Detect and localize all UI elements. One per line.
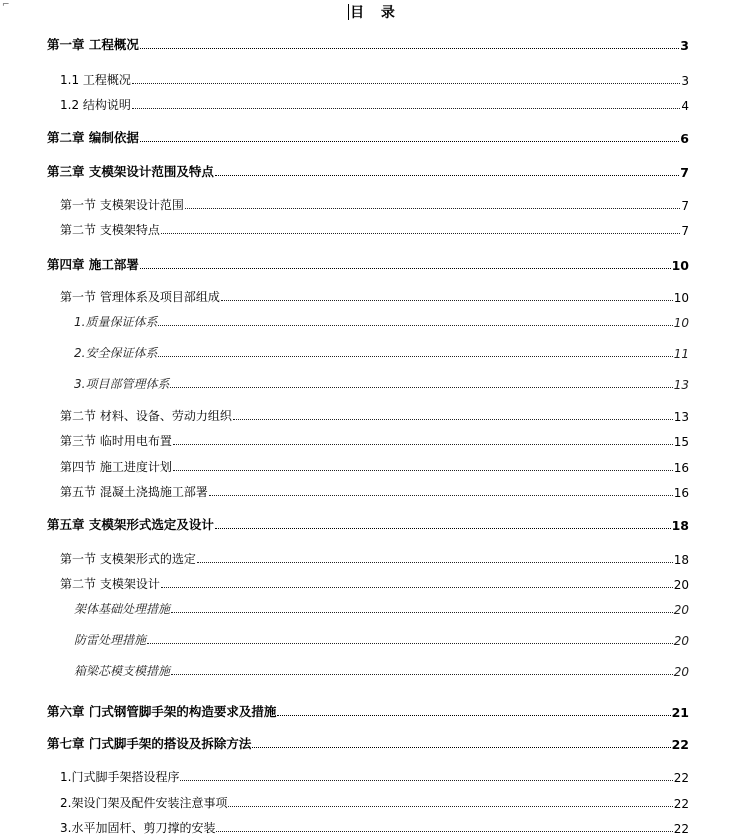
toc-entry[interactable]	[60, 793, 689, 811]
toc-entry-title: 第一节 支模架形式的选定	[60, 552, 196, 566]
toc-entry-page-number: 21	[671, 705, 689, 720]
dot-leader	[180, 780, 672, 781]
toc-entry-page-number: 20	[673, 665, 689, 679]
toc-entry-page-number: 3	[681, 74, 689, 88]
toc-entry-page-number: 6	[680, 131, 689, 146]
toc-entry[interactable]	[47, 702, 689, 720]
toc-entry[interactable]	[74, 343, 689, 361]
toc-entry[interactable]	[60, 818, 689, 836]
dot-leader	[170, 387, 672, 388]
dot-leader	[277, 715, 670, 716]
dot-leader	[173, 470, 673, 471]
toc-entry-title: 第三节 临时用电布置	[60, 434, 172, 448]
dot-leader	[161, 587, 673, 588]
dot-leader	[158, 325, 672, 326]
toc-entry[interactable]	[60, 457, 689, 475]
toc-entry-title: 第二章 编制依据	[47, 130, 139, 145]
toc-entry-title: 第一节 管理体系及项目部组成	[60, 290, 220, 304]
dot-leader	[233, 419, 673, 420]
dot-leader	[132, 108, 680, 109]
toc-entry[interactable]	[60, 95, 689, 113]
dot-leader	[215, 175, 679, 176]
toc-entry-page-number: 22	[673, 771, 689, 785]
dot-leader	[158, 356, 672, 357]
toc-entry-title: 第四节 施工进度计划	[60, 460, 172, 474]
toc-entry-title: 第二节 支模架特点	[60, 223, 160, 237]
toc-entry[interactable]	[47, 162, 689, 180]
toc-entry[interactable]	[74, 599, 689, 617]
toc-entry-page-number: 4	[681, 99, 689, 113]
dot-leader	[252, 747, 670, 748]
toc-entry-page-number: 16	[673, 461, 689, 475]
toc-entry-title: 第五章 支模架形式选定及设计	[47, 517, 214, 532]
toc-entry-page-number: 15	[673, 435, 689, 449]
toc-entry-page-number: 10	[673, 291, 689, 305]
toc-entry-title: 1.门式脚手架搭设程序	[60, 770, 180, 784]
toc-entry[interactable]	[47, 128, 689, 146]
dot-leader	[197, 562, 673, 563]
toc-entry[interactable]	[60, 195, 689, 213]
dot-leader	[140, 268, 671, 269]
toc-entry-title: 2.架设门架及配件安装注意事项	[60, 796, 228, 810]
toc-entry-title: 3.项目部管理体系	[74, 377, 170, 391]
dot-leader	[185, 208, 681, 209]
toc-entry-page-number: 22	[673, 797, 689, 811]
dot-leader	[140, 48, 679, 49]
toc-entry-title: 第六章 门式钢管脚手架的构造要求及措施	[47, 704, 277, 719]
toc-entry[interactable]	[60, 574, 689, 592]
toc-entry-page-number: 13	[673, 410, 689, 424]
dot-leader	[132, 83, 680, 84]
toc-entry-title: 第一节 支模架设计范围	[60, 198, 184, 212]
toc-entry-title: 1.1 工程概况	[60, 73, 131, 87]
toc-entry-page-number: 7	[681, 199, 689, 213]
toc-entry-title: 第一章 工程概况	[47, 37, 139, 52]
dot-leader	[221, 300, 673, 301]
toc-entry-page-number: 22	[671, 737, 689, 752]
toc-entry[interactable]	[60, 220, 689, 238]
toc-entry-page-number: 10	[673, 316, 689, 330]
toc-entry-title: 第二节 支模架设计	[60, 577, 160, 591]
dot-leader	[209, 495, 673, 496]
toc-entry-page-number: 10	[671, 258, 689, 273]
toc-entry-page-number: 18	[671, 518, 689, 533]
dot-leader	[228, 806, 672, 807]
toc-entry-title: 第七章 门式脚手架的搭设及拆除方法	[47, 736, 252, 751]
toc-entry[interactable]	[60, 482, 689, 500]
dot-leader	[171, 612, 673, 613]
toc-entry[interactable]	[60, 406, 689, 424]
toc-entry-page-number: 7	[680, 165, 689, 180]
dot-leader	[161, 233, 681, 234]
toc-entry-page-number: 20	[673, 603, 689, 617]
toc-entry[interactable]	[60, 431, 689, 449]
dot-leader	[140, 141, 679, 142]
toc-entry-page-number: 20	[673, 578, 689, 592]
dot-leader	[147, 643, 673, 644]
toc-entry[interactable]	[74, 661, 689, 679]
toc-entry[interactable]	[60, 70, 689, 88]
toc-entry-title: 3.水平加固杆、剪刀撑的安装	[60, 821, 216, 835]
toc-entry-title: 第五节 混凝土浇捣施工部署	[60, 485, 208, 499]
toc-entry[interactable]	[47, 515, 689, 533]
toc-entry-title: 箱梁芯模支模措施	[74, 664, 171, 678]
toc-entry[interactable]	[74, 630, 689, 648]
toc-entry-page-number: 13	[673, 378, 689, 392]
toc-entry-page-number: 16	[673, 486, 689, 500]
toc-entry[interactable]	[60, 767, 689, 785]
toc-entry[interactable]	[47, 35, 689, 53]
dot-leader	[216, 831, 672, 832]
dot-leader	[173, 444, 673, 445]
toc-entry-title: 1.质量保证体系	[74, 315, 158, 329]
dot-leader	[171, 674, 673, 675]
toc-entry-page-number: 3	[680, 38, 689, 53]
toc-entry-page-number: 20	[673, 634, 689, 648]
toc-entry[interactable]	[47, 255, 689, 273]
toc-entry-title: 2.安全保证体系	[74, 346, 158, 360]
toc-entry-page-number: 22	[673, 822, 689, 836]
corner-mark: ⌐	[2, 0, 10, 10]
toc-entry-title: 第四章 施工部署	[47, 257, 139, 272]
toc-entry-title: 第二节 材料、设备、劳动力组织	[60, 409, 232, 423]
toc-entry-title: 1.2 结构说明	[60, 98, 131, 112]
toc-entry[interactable]	[47, 734, 689, 752]
toc-title: 目 录	[350, 5, 401, 21]
toc-entry[interactable]	[74, 312, 689, 330]
toc-entry-title: 第三章 支模架设计范围及特点	[47, 164, 214, 179]
toc-entry-page-number: 11	[673, 347, 689, 361]
toc-entry[interactable]	[74, 374, 689, 392]
toc-entry-title: 架体基础处理措施	[74, 602, 171, 616]
toc-entry-title: 防雷处理措施	[74, 633, 147, 647]
toc-entry-page-number: 7	[681, 224, 689, 238]
dot-leader	[215, 528, 671, 529]
toc-entry-page-number: 18	[673, 553, 689, 567]
toc-entry[interactable]	[60, 287, 689, 305]
toc-entry[interactable]	[60, 549, 689, 567]
